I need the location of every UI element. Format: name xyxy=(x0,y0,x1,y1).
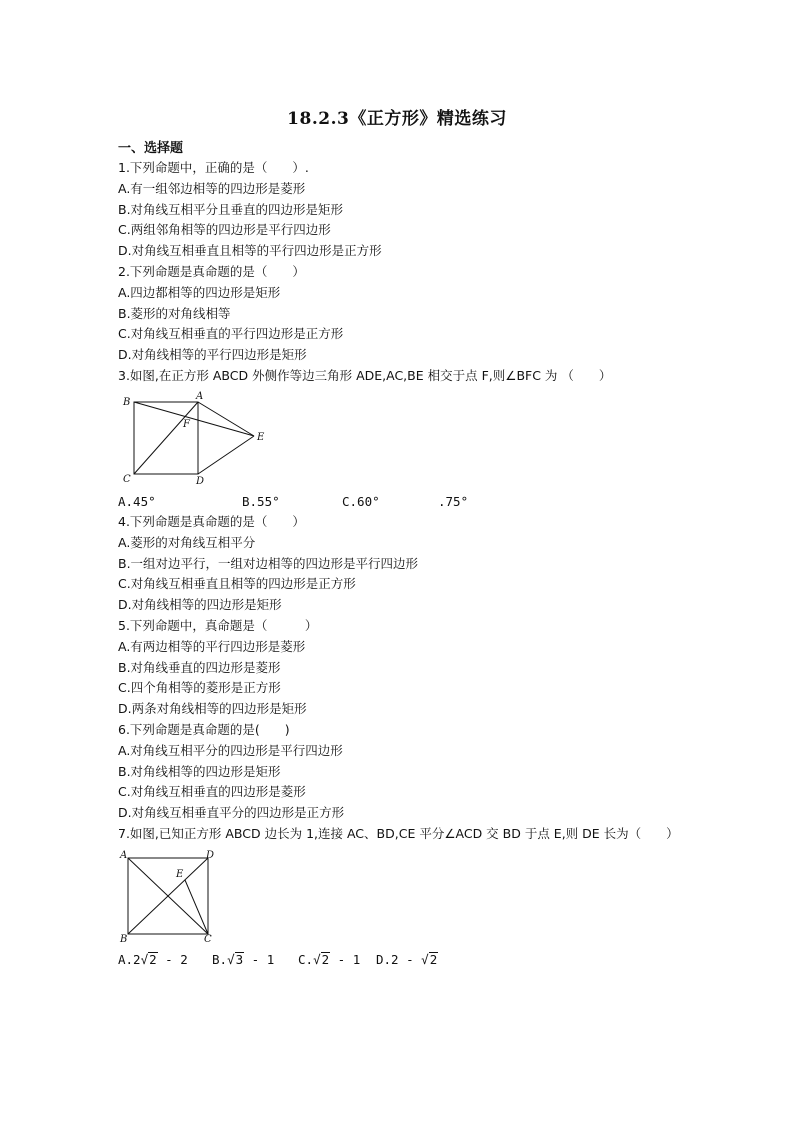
question-7-choice-c: C.√2 - 1 xyxy=(298,952,361,967)
sqrt-icon: √ xyxy=(313,952,321,967)
question-5-option-b: B.对角线垂直的四边形是菱形 xyxy=(118,660,281,675)
question-4-option-a: A.菱形的对角线互相平分 xyxy=(118,535,256,550)
question-3-choice-c: C.60° xyxy=(342,494,380,509)
label-d: D xyxy=(196,476,205,487)
question-4-option-b: B.一组对边平行，一组对边相等的四边形是平行四边形 xyxy=(118,556,419,571)
sqrt-icon: √ xyxy=(421,952,429,967)
page-title: 18.2.3《正方形》精选练习 xyxy=(287,109,507,129)
question-1-stem: 1.下列命题中，正确的是（ ）. xyxy=(118,160,309,175)
segment-de xyxy=(198,436,254,474)
question-1-option-b: B.对角线互相平分且垂直的四边形是矩形 xyxy=(118,202,344,217)
question-5-option-c: C.四个角相等的菱形是正方形 xyxy=(118,680,281,695)
question-1-option-c: C.两组邻角相等的四边形是平行四边形 xyxy=(118,222,331,237)
label-b: B xyxy=(120,934,128,945)
question-7-stem: 7.如图,已知正方形 ABCD 边长为 1,连接 AC、BD,CE 平分∠ACD 交 BD 于点 E,则 DE 长为（ ） xyxy=(118,826,679,841)
question-3-stem: 3.如图,在正方形 ABCD 外侧作等边三角形 ADE,AC,BE 相交于点 F,则∠BFC 为 （ ） xyxy=(118,368,612,383)
question-1-option-d: D.对角线互相垂直且相等的平行四边形是正方形 xyxy=(118,243,382,258)
label-e: E xyxy=(257,432,265,443)
question-6-option-a: A.对角线互相平分的四边形是平行四边形 xyxy=(118,743,343,758)
question-6-option-b: B.对角线相等的四边形是矩形 xyxy=(118,764,281,779)
label-f: F xyxy=(183,419,190,430)
question-2-stem: 2.下列命题是真命题的是（ ） xyxy=(118,264,305,279)
question-4-option-c: C.对角线互相垂直且相等的四边形是正方形 xyxy=(118,576,356,591)
label-a: A xyxy=(196,391,204,402)
diagonal-ac xyxy=(134,402,198,474)
sqrt-icon: √ xyxy=(227,952,235,967)
question-2-option-d: D.对角线相等的平行四边形是矩形 xyxy=(118,347,307,362)
question-6-option-d: D.对角线互相垂直平分的四边形是正方形 xyxy=(118,805,345,820)
question-4-option-d: D.对角线相等的四边形是矩形 xyxy=(118,597,282,612)
label-e: E xyxy=(176,869,184,880)
segment-ae xyxy=(198,402,254,436)
question-2-option-a: A.四边都相等的四边形是矩形 xyxy=(118,285,281,300)
question-5-option-a: A.有两边相等的平行四边形是菱形 xyxy=(118,639,306,654)
question-2-option-b: B.菱形的对角线相等 xyxy=(118,306,231,321)
sqrt-icon: √ xyxy=(140,952,149,967)
question-7-choice-a: A.2√2 - 2 xyxy=(118,952,188,967)
question-6-stem: 6.下列命题是真命题的是( ) xyxy=(118,722,290,737)
question-6-option-c: C.对角线互相垂直的四边形是菱形 xyxy=(118,784,306,799)
question-1-option-a: A.有一组邻边相等的四边形是菱形 xyxy=(118,181,306,196)
question-4-stem: 4.下列命题是真命题的是（ ） xyxy=(118,514,305,529)
question-7-choice-b: B.√3 - 1 xyxy=(212,952,275,967)
question-7-figure xyxy=(118,846,228,950)
question-3-figure xyxy=(118,388,278,492)
question-3-choices xyxy=(118,494,518,510)
label-d: D xyxy=(206,850,215,861)
bisector-ce xyxy=(185,880,208,934)
question-7-choice-d: D.2 - √2 xyxy=(376,952,438,967)
label-b: B xyxy=(123,397,131,408)
section-heading: 一、选择题 xyxy=(118,141,184,156)
label-c: C xyxy=(204,934,212,945)
question-3-choice-d: .75° xyxy=(438,494,469,509)
label-a: A xyxy=(120,850,128,861)
question-5-option-d: D.两条对角线相等的四边形是矩形 xyxy=(118,701,307,716)
question-3-choice-a: A.45° xyxy=(118,494,156,509)
question-3-choice-b: B.55° xyxy=(242,494,280,509)
question-5-stem: 5.下列命题中，真命题是（ ） xyxy=(118,618,318,633)
question-2-option-c: C.对角线互相垂直的平行四边形是正方形 xyxy=(118,326,344,341)
question-7-choices xyxy=(118,952,458,970)
label-c: C xyxy=(123,474,131,485)
